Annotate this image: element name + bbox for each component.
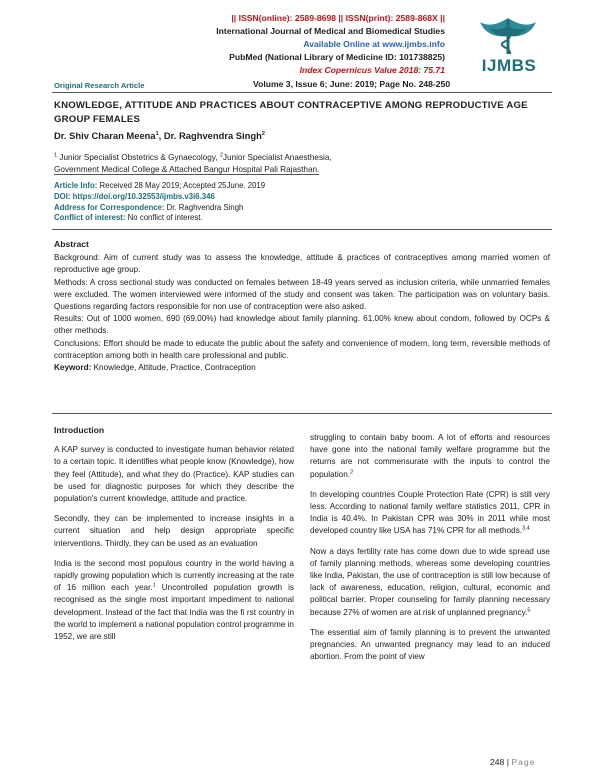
header-divider: [52, 92, 552, 93]
intro-paragraph-2: Secondly, they can be implemented to increase insights in a current situation and help design appropriate specific interventions. Thirdly, they can be used as an evaluation: [54, 514, 294, 548]
right-paragraph-3: Now a days fertility rate has come down due to wide spread use of family planning methods, whereas some developing countries like India, Pakistan, the use of contraception is still low because of lack of awareness, education, religion, cultural, economic and political barrier. Proper counseling for family planning necessary because 27% of women are at risk of unplanned pregnancy.$^5$: [310, 546, 550, 617]
intro-paragraph-3: India is the second most populous country in the world having a rapidly growing population which is currently increasing at the rate of 16 million each year.$^1$ Uncontrolled population growth is recognised as the single most important impediment to national development. Instead of the fact that India was the fi rst country in the world to implement a national population control programme in 1952, we are still: [54, 558, 294, 642]
right-paragraph-1: struggling to contain baby boom. A lot of efforts and resources have gone into the national family welfare programme but the returns are not commensurate with the inputs to control the population.$^2$: [310, 433, 550, 479]
abstract-background: Background: Aim of current study was to assess the knowledge, attitude & practices of contraceptives among married women of reproductive age group.: [54, 253, 550, 275]
abstract-results: Results: Out of 1000 women, 690 (69.00%) had knowledge about family planning. 61.00% knew about condom, followed by OCPs & other methods.: [54, 314, 550, 336]
authors: Dr. Shiv Charan Meena$^1$, Dr. Raghvendra Singh$^2$: [54, 130, 265, 141]
abstract: [54, 238, 550, 374]
pubmed-id: PubMed (National Library of Medicine ID: 101738825): [229, 52, 445, 62]
author-1: Dr. Shiv Charan Meena: [54, 130, 156, 141]
article-type: Original Research Article: [54, 81, 145, 90]
body-left-column: [54, 424, 294, 643]
issn-line: || ISSN(online): 2589-8698 || ISSN(print): 2589-868X ||: [231, 13, 445, 23]
issn-print: ISSN(print): 2589-868X: [345, 13, 438, 23]
issn-online: ISSN(online): 2589-8698: [238, 13, 337, 23]
intro-paragraph-1: A KAP survey is conducted to investigate human behavior related to a certain topic. It identifies what people know (Knowledge), how they feel (Attitude), and what they do (Practice). KAP studies can be used for diagnostic purposes for which they describe the population's current knowledge, attitude and practice.: [54, 445, 294, 504]
abstract-conclusions: Conclusions: Effort should be made to educate the public about the safety and convenience of modern, long term, reversible methods of contraception among both in health care professional and public.: [54, 338, 550, 360]
abstract-methods: Methods: A cross sectional study was conducted on females between 18-49 years served as inclusion criteria, while unmarried females were excluded. The women interviewed were informed of the study and consent was taken. The participation was on voluntary basis. Questions regarding factors responsible for non use of contraception were also asked.: [54, 277, 550, 312]
journal-logo-text: IJMBS: [481, 56, 537, 75]
volume-info: Volume 3, Issue 6; June: 2019; Page No. 248-250: [253, 79, 451, 89]
affiliations: $^1$ Junior Specialist Obstetrics & Gynaecology, $^2$Junior Specialist Anaesthesia, Government Medical College & Attached Bangur Hospital Pali Rajasthan.: [54, 152, 332, 175]
abstract-divider: [52, 413, 552, 414]
doi-link[interactable]: https://doi.org/10.32553/ijmbs.v3i6.346: [72, 191, 215, 201]
right-paragraph-2: In developing countries Couple Protection Rate (CPR) is still very less. According to national family welfare statistics 2011, CPR in India is 40.4%. In Pakistan CPR was 30% in 2011 while most developed country like USA has 71% CPR for all methods.$^{3,4}$: [310, 489, 550, 536]
journal-name: International Journal of Medical and Biomedical Studies: [216, 26, 445, 36]
page-number: 248 | Page: [490, 757, 536, 767]
right-paragraph-4: The essential aim of family planning is to prevent the unwanted pregnancies. An unwanted pregnancy may lead to an induced abortion. From the point of view: [310, 627, 550, 662]
keywords: Keyword: Knowledge, Attitude, Practice, Contraception: [54, 363, 256, 373]
abstract-heading: Abstract: [54, 239, 89, 249]
article-meta: Article Info: Received 28 May 2019; Accepted 25June. 2019 DOI: https://doi.org/10.32553/ijmbs.v3i6.346 Address for Correspondence: Dr. Raghvendra Singh Conflict of interest: No conflict of interest.: [54, 181, 266, 223]
index-copernicus: Index Copernicus Value 2018: 75.71: [299, 65, 445, 75]
available-online[interactable]: Available Online at www.ijmbs.info: [303, 39, 445, 49]
body-right-column: [310, 432, 550, 663]
article-title: KNOWLEDGE, ATTITUDE AND PRACTICES ABOUT CONTRACEPTIVE AMONG REPRODUCTIVE AGE GROUP FEMALES: [54, 100, 528, 125]
intro-heading: Introduction: [54, 425, 105, 435]
author-2: Dr. Raghvendra Singh: [163, 130, 262, 141]
meta-divider: [52, 229, 552, 230]
